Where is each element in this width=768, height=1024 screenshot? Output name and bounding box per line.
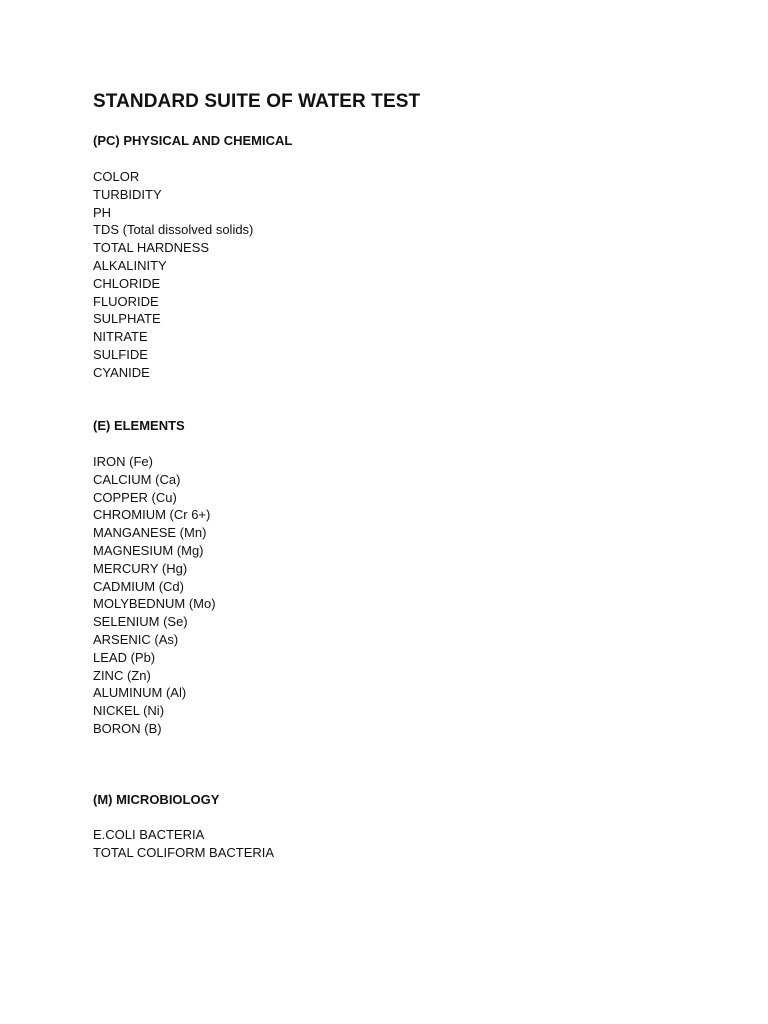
list-item: TOTAL HARDNESS [93,240,210,256]
section-heading-microbiology: (M) MICROBIOLOGY [93,792,220,807]
list-item: E.COLI BACTERIA [93,827,205,842]
list-item: TDS (Total dissolved solids) [93,222,254,238]
list-item: IRON (Fe) [93,454,153,469]
list-item: NITRATE [93,329,148,345]
list-item: LEAD (Pb) [93,649,156,665]
list-item: CHROMIUM (Cr 6+) [93,507,211,523]
microbiology-test-list [93,826,274,862]
list-item: CHLORIDE [93,275,161,291]
list-item: TURBIDITY [93,186,162,202]
list-item: SELENIUM (Se) [93,614,188,630]
list-item: MERCURY (Hg) [93,560,188,576]
list-item: PH [93,204,112,220]
list-item: NICKEL (Ni) [93,703,165,719]
list-item: FLUORIDE [93,293,159,309]
list-item: CALCIUM (Ca) [93,471,181,487]
list-item: TOTAL COLIFORM BACTERIA [93,844,275,860]
list-item: ALUMINUM (Al) [93,685,187,701]
list-item: ARSENIC (As) [93,631,179,647]
list-item: ZINC (Zn) [93,667,151,683]
elements-test-list [93,453,216,738]
list-item: CADMIUM (Cd) [93,578,184,594]
section-heading-elements: (E) ELEMENTS [93,418,185,433]
section-heading-physical-chemical: (PC) PHYSICAL AND CHEMICAL [93,133,293,148]
list-item: ALKALINITY [93,257,167,273]
list-item: SULFIDE [93,346,148,362]
list-item: MANGANESE (Mn) [93,525,207,541]
list-item: MOLYBEDNUM (Mo) [93,596,216,612]
document-title: STANDARD SUITE OF WATER TEST [93,91,421,112]
list-item: MAGNESIUM (Mg) [93,542,204,558]
list-item: CYANIDE [93,364,150,380]
list-item: COLOR [93,169,140,184]
physical-chemical-test-list [93,168,253,382]
list-item: SULPHATE [93,311,161,327]
list-item: COPPER (Cu) [93,489,177,505]
list-item: BORON (B) [93,720,162,736]
